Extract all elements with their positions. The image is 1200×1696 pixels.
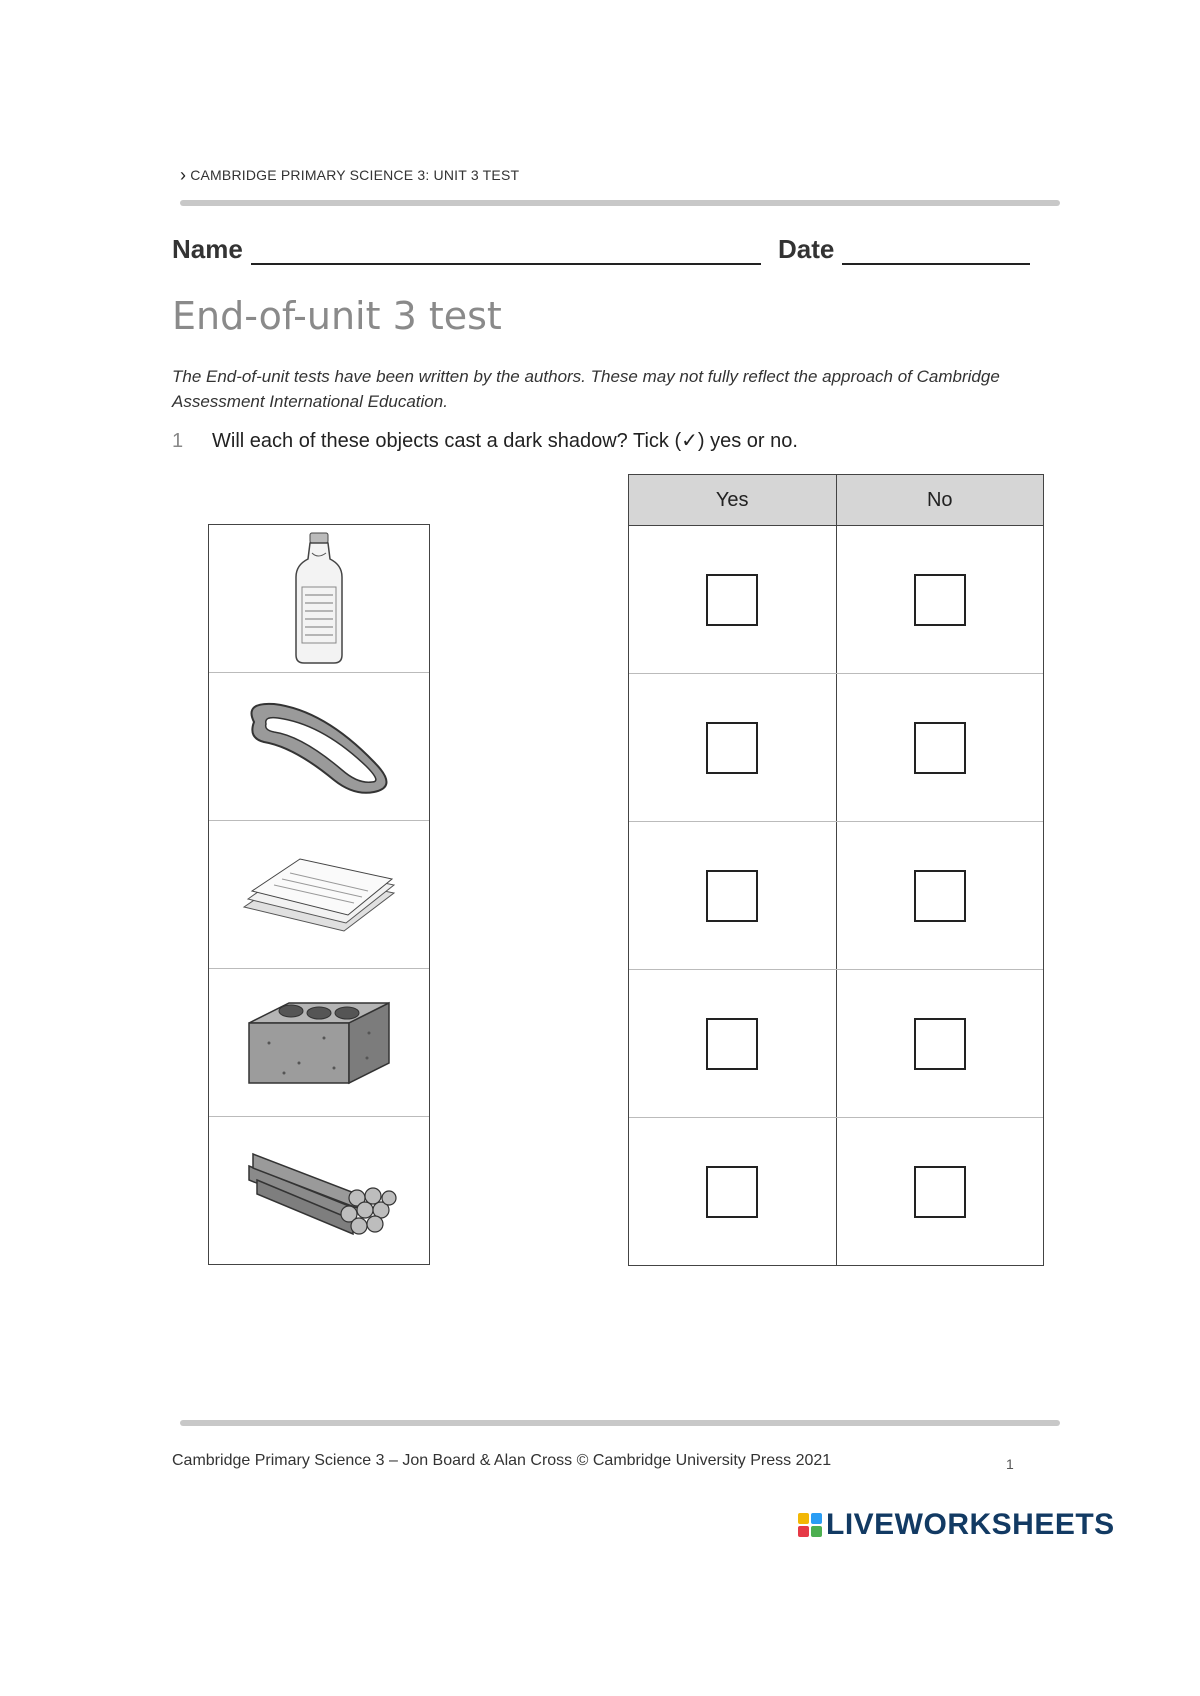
page-number: 1 [1006,1456,1014,1472]
yes-checkbox[interactable] [706,722,758,774]
yes-checkbox[interactable] [706,870,758,922]
answer-row [629,1118,1043,1265]
question-number: 1 [172,430,184,452]
object-cell [209,969,429,1117]
date-blank[interactable] [842,239,1030,265]
object-cell [209,673,429,821]
liveworksheets-logo-icon [798,1513,822,1537]
date-field [778,234,1030,265]
answer-row [629,822,1043,970]
liveworksheets-brand [798,1508,1115,1542]
question-text: Will each of these objects cast a dark shadow? Tick (✓) yes or no. [212,430,798,452]
no-checkbox[interactable] [914,1018,966,1070]
header-rule [180,200,1060,206]
paper-stack-icon [234,845,404,945]
yes-header: Yes [629,475,837,525]
footer-rule [180,1420,1060,1426]
answer-row [629,674,1043,822]
footer-text: Cambridge Primary Science 3 – Jon Board & Alan Cross © Cambridge University Press 2021 [172,1452,832,1469]
answer-header-row [629,475,1043,526]
page-title: End-of-unit 3 test [172,294,502,338]
no-checkbox[interactable] [914,870,966,922]
header-text: CAMBRIDGE PRIMARY SCIENCE 3: UNIT 3 TEST [190,167,520,183]
brick-icon [239,993,399,1093]
yes-checkbox[interactable] [706,1166,758,1218]
plastic-bottle-icon [274,529,364,669]
name-label: Name [172,234,243,264]
log-pile-icon [239,1136,399,1246]
object-cell [209,1117,429,1264]
running-header [180,166,519,184]
answer-table [628,474,1044,1266]
chevron-right-icon: › [180,165,187,185]
intro-text: The End-of-unit tests have been written by the authors. These may not fully reflect the approach of Cambridge Assessment International Education. [172,367,1000,411]
yes-checkbox[interactable] [706,574,758,626]
object-cell [209,821,429,969]
question-1 [172,428,798,453]
answer-row [629,526,1043,674]
no-checkbox[interactable] [914,1166,966,1218]
name-field [172,234,761,265]
name-blank[interactable] [251,239,761,265]
brand-name: LIVEWORKSHEETS [826,1508,1115,1541]
yes-checkbox[interactable] [706,1018,758,1070]
objects-table [208,524,430,1265]
no-checkbox[interactable] [914,574,966,626]
no-checkbox[interactable] [914,722,966,774]
no-header: No [926,488,953,511]
answer-row [629,970,1043,1118]
date-label: Date [778,234,835,264]
rubber-band-icon [234,692,404,802]
object-cell [209,525,429,673]
